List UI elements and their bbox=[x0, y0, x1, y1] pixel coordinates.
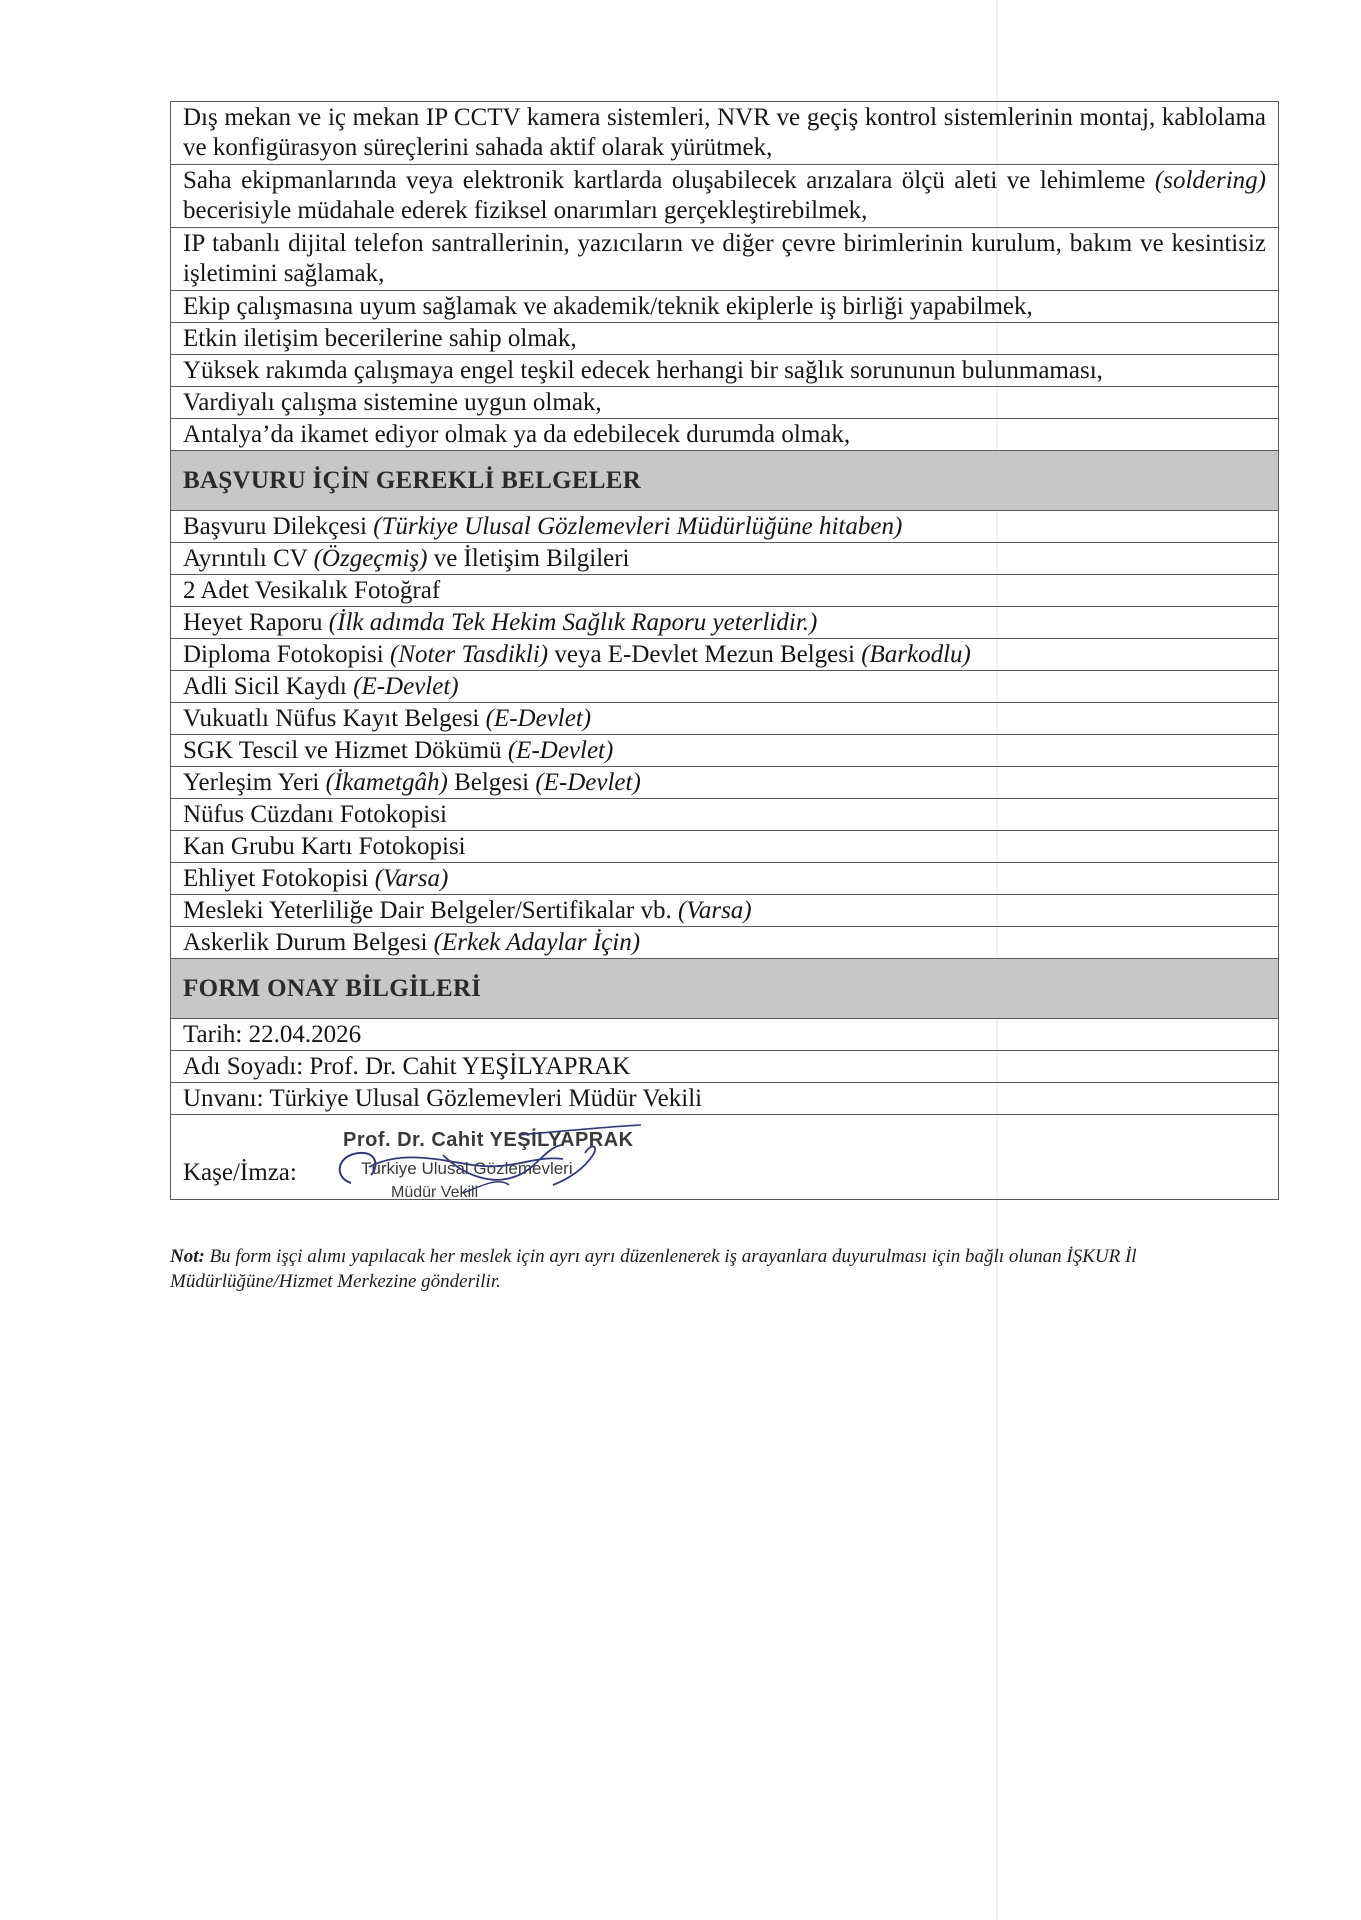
requirement-text: Dış mekan ve iç mekan IP CCTV kamera sistemleri, NVR ve geçiş kontrol sistemlerinin montaj, kablolama ve konfigürasyon süreçlerini sahada aktif olarak yürütmek, bbox=[171, 102, 1279, 165]
document-text: Ayrıntılı CV bbox=[183, 545, 314, 572]
requirement-italic-note: (soldering) bbox=[1154, 167, 1266, 194]
requirement-text bbox=[171, 165, 1279, 228]
document-row bbox=[171, 863, 1279, 895]
signature-cell bbox=[171, 1115, 1279, 1200]
document-note: (Noter Tasdikli) bbox=[389, 641, 549, 668]
document-item bbox=[171, 511, 1279, 543]
requirement-row bbox=[171, 323, 1279, 355]
requirement-row bbox=[171, 419, 1279, 451]
document-text: SGK Tescil ve Hizmet Dökümü bbox=[183, 737, 508, 764]
document-note: (Barkodlu) bbox=[861, 641, 971, 668]
document-text: Mesleki Yeterliliğe Dair Belgeler/Sertifikalar vb. bbox=[183, 897, 679, 924]
document-text: Diploma Fotokopisi bbox=[183, 641, 390, 668]
document-text: ve İletişim Bilgileri bbox=[427, 545, 630, 572]
document-row bbox=[171, 543, 1279, 575]
stamp-role: Müdür Vekili bbox=[391, 1184, 479, 1200]
signature-row bbox=[171, 1115, 1279, 1200]
document-text: Kan Grubu Kartı Fotokopisi bbox=[183, 833, 466, 860]
approval-title: Unvanı: Türkiye Ulusal Gözlemevleri Müdür Vekili bbox=[171, 1083, 1279, 1115]
requirement-text-part: becerisiyle müdahale ederek fiziksel onarımları gerçekleştirebilmek, bbox=[183, 197, 868, 224]
requirement-text: Ekip çalışmasına uyum sağlamak ve akademik/teknik ekiplerle iş birliği yapabilmek, bbox=[171, 291, 1279, 323]
requirement-text-part: Saha ekipmanlarında veya elektronik kartlarda oluşabilecek arızalara ölçü aleti ve lehimleme bbox=[183, 167, 1146, 194]
document-text: Heyet Raporu bbox=[183, 609, 329, 636]
document-note: (E-Devlet) bbox=[353, 673, 459, 700]
requirement-text: Yüksek rakımda çalışmaya engel teşkil edecek herhangi bir sağlık sorununun bulunmaması, bbox=[171, 355, 1279, 387]
document-note: (Erkek Adaylar İçin) bbox=[433, 929, 641, 956]
requirement-row bbox=[171, 387, 1279, 419]
document-row bbox=[171, 639, 1279, 671]
documents-section-header bbox=[171, 451, 1279, 511]
document-item bbox=[171, 799, 1279, 831]
document-row bbox=[171, 703, 1279, 735]
document-item bbox=[171, 575, 1279, 607]
document-note: (Türkiye Ulusal Gözlemevleri Müdürlüğüne hitaben) bbox=[373, 513, 903, 540]
stamp-name: Prof. Dr. Cahit YEŞİLYAPRAK bbox=[343, 1129, 634, 1151]
document-item bbox=[171, 735, 1279, 767]
approval-date: Tarih: 22.04.2026 bbox=[171, 1019, 1279, 1051]
document-text: Adli Sicil Kaydı bbox=[183, 673, 354, 700]
requirement-row bbox=[171, 355, 1279, 387]
requirement-row bbox=[171, 291, 1279, 323]
document-note: (İlk adımda Tek Hekim Sağlık Raporu yeterlidir.) bbox=[328, 609, 818, 636]
document-note: (E-Devlet) bbox=[507, 737, 614, 764]
document-row bbox=[171, 511, 1279, 543]
requirement-row bbox=[171, 102, 1279, 165]
document-text: Belgesi bbox=[447, 769, 536, 796]
document-item bbox=[171, 767, 1279, 799]
document-row bbox=[171, 767, 1279, 799]
requirement-text: Etkin iletişim becerilerine sahip olmak, bbox=[171, 323, 1279, 355]
requirement-row bbox=[171, 228, 1279, 291]
document-text: Yerleşim Yeri bbox=[183, 769, 326, 796]
approval-row bbox=[171, 1051, 1279, 1083]
document-item bbox=[171, 927, 1279, 959]
document-row bbox=[171, 927, 1279, 959]
document-item bbox=[171, 895, 1279, 927]
document-item bbox=[171, 863, 1279, 895]
document-text: 2 Adet Vesikalık Fotoğraf bbox=[183, 577, 441, 604]
footer-note-text: Bu form işçi alımı yapılacak her meslek için ayrı ayrı düzenlenerek iş arayanlara duyurulması için bağlı olunan İŞKUR İl Müdürlüğüne/Hizmet Merkezine gönderilir. bbox=[170, 1246, 1137, 1292]
document-text: veya E-Devlet Mezun Belgesi bbox=[548, 641, 862, 668]
document-row bbox=[171, 895, 1279, 927]
document-text: Vukuatlı Nüfus Kayıt Belgesi bbox=[183, 705, 486, 732]
requirement-text: Vardiyalı çalışma sistemine uygun olmak, bbox=[171, 387, 1279, 419]
document-note: (E-Devlet) bbox=[535, 769, 641, 796]
document-item bbox=[171, 639, 1279, 671]
document-text: Askerlik Durum Belgesi bbox=[183, 929, 434, 956]
document-note: (Varsa) bbox=[678, 897, 752, 924]
footer-note-label: Not: bbox=[170, 1246, 205, 1267]
document-note: (E-Devlet) bbox=[485, 705, 592, 732]
document-row bbox=[171, 607, 1279, 639]
official-stamp bbox=[323, 1115, 653, 1200]
document-text: Ehliyet Fotokopisi bbox=[183, 865, 375, 892]
document-item bbox=[171, 607, 1279, 639]
document-note: (Varsa) bbox=[374, 865, 449, 892]
document-row bbox=[171, 575, 1279, 607]
document-text: Nüfus Cüzdanı Fotokopisi bbox=[183, 801, 447, 828]
requirement-text: Antalya’da ikamet ediyor olmak ya da edebilecek durumda olmak, bbox=[171, 419, 1279, 451]
document-item bbox=[171, 831, 1279, 863]
section-title: BAŞVURU İÇİN GEREKLİ BELGELER bbox=[171, 451, 1279, 511]
approval-row bbox=[171, 1019, 1279, 1051]
handwritten-signature bbox=[323, 1115, 653, 1200]
document-row bbox=[171, 671, 1279, 703]
approval-name: Adı Soyadı: Prof. Dr. Cahit YEŞİLYAPRAK bbox=[171, 1051, 1279, 1083]
document-item bbox=[171, 543, 1279, 575]
document-row bbox=[171, 735, 1279, 767]
footer-note bbox=[170, 1244, 1280, 1294]
requirement-row bbox=[171, 165, 1279, 228]
requirements-form-table bbox=[170, 101, 1279, 1200]
signature-label: Kaşe/İmza: bbox=[183, 1159, 297, 1186]
section-title: FORM ONAY BİLGİLERİ bbox=[171, 959, 1279, 1019]
document-text: Başvuru Dilekçesi bbox=[183, 513, 374, 540]
document-item bbox=[171, 671, 1279, 703]
document-item bbox=[171, 703, 1279, 735]
document-row bbox=[171, 831, 1279, 863]
approval-row bbox=[171, 1083, 1279, 1115]
requirement-text: IP tabanlı dijital telefon santrallerinin, yazıcıların ve diğer çevre birimlerinin kurulum, bakım ve kesintisiz işletimini sağlamak, bbox=[171, 228, 1279, 291]
stamp-institution: Türkiye Ulusal Gözlemevleri bbox=[361, 1159, 573, 1178]
approval-section-header bbox=[171, 959, 1279, 1019]
document-note: (Özgeçmiş) bbox=[313, 545, 428, 572]
document-row bbox=[171, 799, 1279, 831]
document-note: (İkametgâh) bbox=[325, 769, 448, 796]
